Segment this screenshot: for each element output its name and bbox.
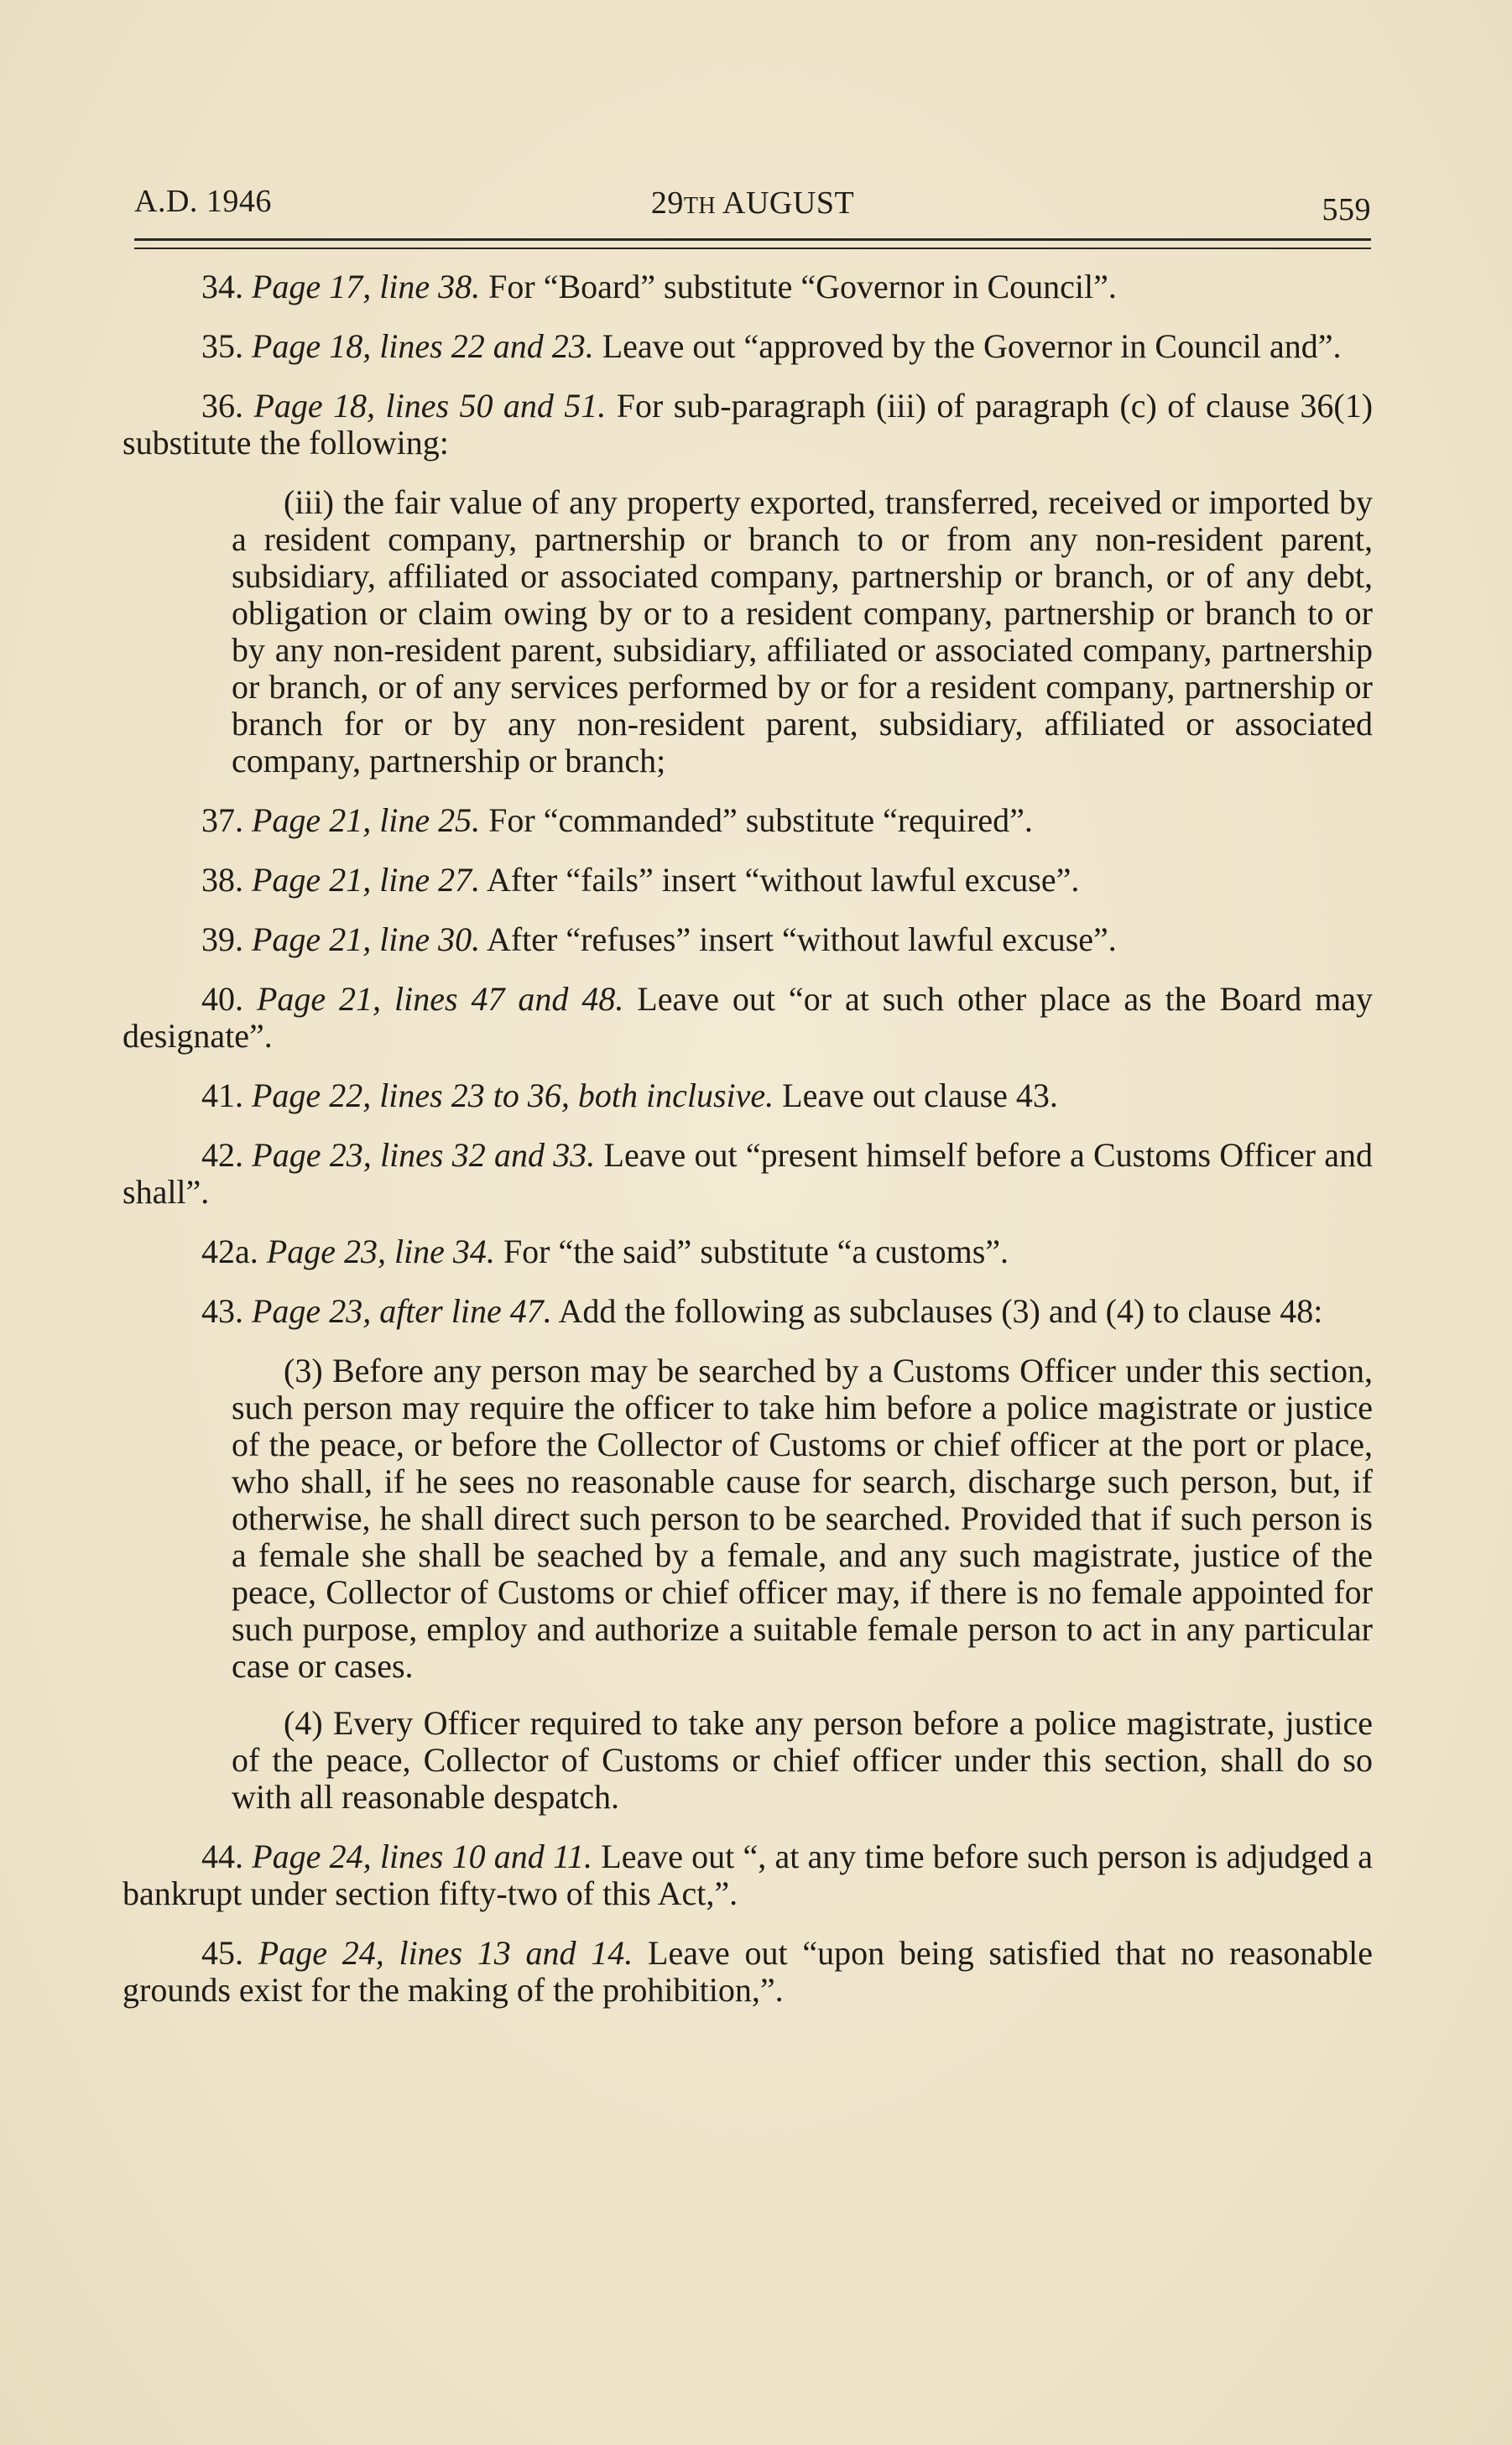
header-rule-bottom (134, 248, 1371, 249)
amendment-36-subparagraph: (iii) the fair value of any property exported, transferred, received or imported by a resident company, partnership or branch to or from any non-resident parent, subsidiary, affiliated or associated company, partnership or branch, or of any debt, obligation or claim owing by or to a resident company, partnership or branch to or by any non-resident parent, subsidiary, affiliated or associated company, partnership or branch, or of any services performed by or for a resident company, partnership or branch for or by any non-resident parent, subsidiary, affiliated or associated company, partnership or branch; (232, 483, 1373, 779)
header-month: AUGUST (722, 185, 855, 221)
amendment-34: 34. Page 17, line 38. For “Board” substitute “Governor in Council”. (201, 268, 1117, 305)
amendment-39: 39. Page 21, line 30. After “refuses” insert “without lawful excuse”. (201, 920, 1117, 958)
amendment-38: 38. Page 21, line 27. After “fails” insert “without lawful excuse”. (201, 861, 1080, 899)
amendment-42a: 42a. Page 23, line 34. For “the said” substitute “a customs”. (201, 1233, 1009, 1270)
page-header (134, 173, 1371, 227)
header-day: 29 (650, 185, 684, 221)
amendment-43-subclause-4: (4) Every Officer required to take any person before a police magistrate, justice of the peace, Collector of Customs or chief officer under this section, shall do so with all reasonable despatch. (232, 1704, 1373, 1816)
header-day-suffix: TH (683, 193, 717, 219)
amendment-37: 37. Page 21, line 25. For “commanded” substitute “required”. (201, 801, 1033, 839)
header-date (134, 185, 1371, 222)
amendment-36: 36. Page 18, lines 50 and 51. For sub-paragraph (iii) of paragraph (c) of clause 36(1) substitute the following: (123, 387, 1374, 461)
amendment-41: 41. Page 22, lines 23 to 36, both inclusive. Leave out clause 43. (201, 1077, 1058, 1114)
amendment-35: 35. Page 18, lines 22 and 23. Leave out “approved by the Governor in Council and”. (201, 327, 1342, 365)
header-rule-top (134, 238, 1371, 241)
amendment-43-subclause-3: (3) Before any person may be searched by a Customs Officer under this section, such person may require the officer to take him before a police magistrate or justice of the peace, or before the Collector of Customs or chief officer at the port or place, who shall, if he sees no reasonable cause for search, discharge such person, but, if otherwise, he shall direct such person to be searched. Provided that if such person is a female she shall be seached by a female, and any such magistrate, justice of the peace, Collector of Customs or chief officer may, if there is no female appointed for such purpose, employ and authorize a suitable female person to act in any particular case or cases. (232, 1352, 1373, 1685)
amendments-list (123, 268, 1373, 2031)
page-number: 559 (1322, 192, 1371, 227)
header-year: A.D. 1946 (134, 184, 272, 219)
amendment-45: 45. Page 24, lines 13 and 14. Leave out “upon being satisfied that no reasonable grounds exist for the making of the prohibition,”. (123, 1934, 1374, 2009)
amendment-42: 42. Page 23, lines 32 and 33. Leave out “present himself before a Customs Officer and shall”. (123, 1136, 1374, 1211)
amendment-40: 40. Page 21, lines 47 and 48. Leave out “or at such other place as the Board may designate”. (123, 980, 1374, 1055)
amendment-43: 43. Page 23, after line 47. Add the following as subclauses (3) and (4) to clause 48: (201, 1292, 1323, 1330)
amendment-44: 44. Page 24, lines 10 and 11. Leave out “, at any time before such person is adjudged a bankrupt under section fifty-two of this Act,”. (123, 1838, 1374, 1912)
